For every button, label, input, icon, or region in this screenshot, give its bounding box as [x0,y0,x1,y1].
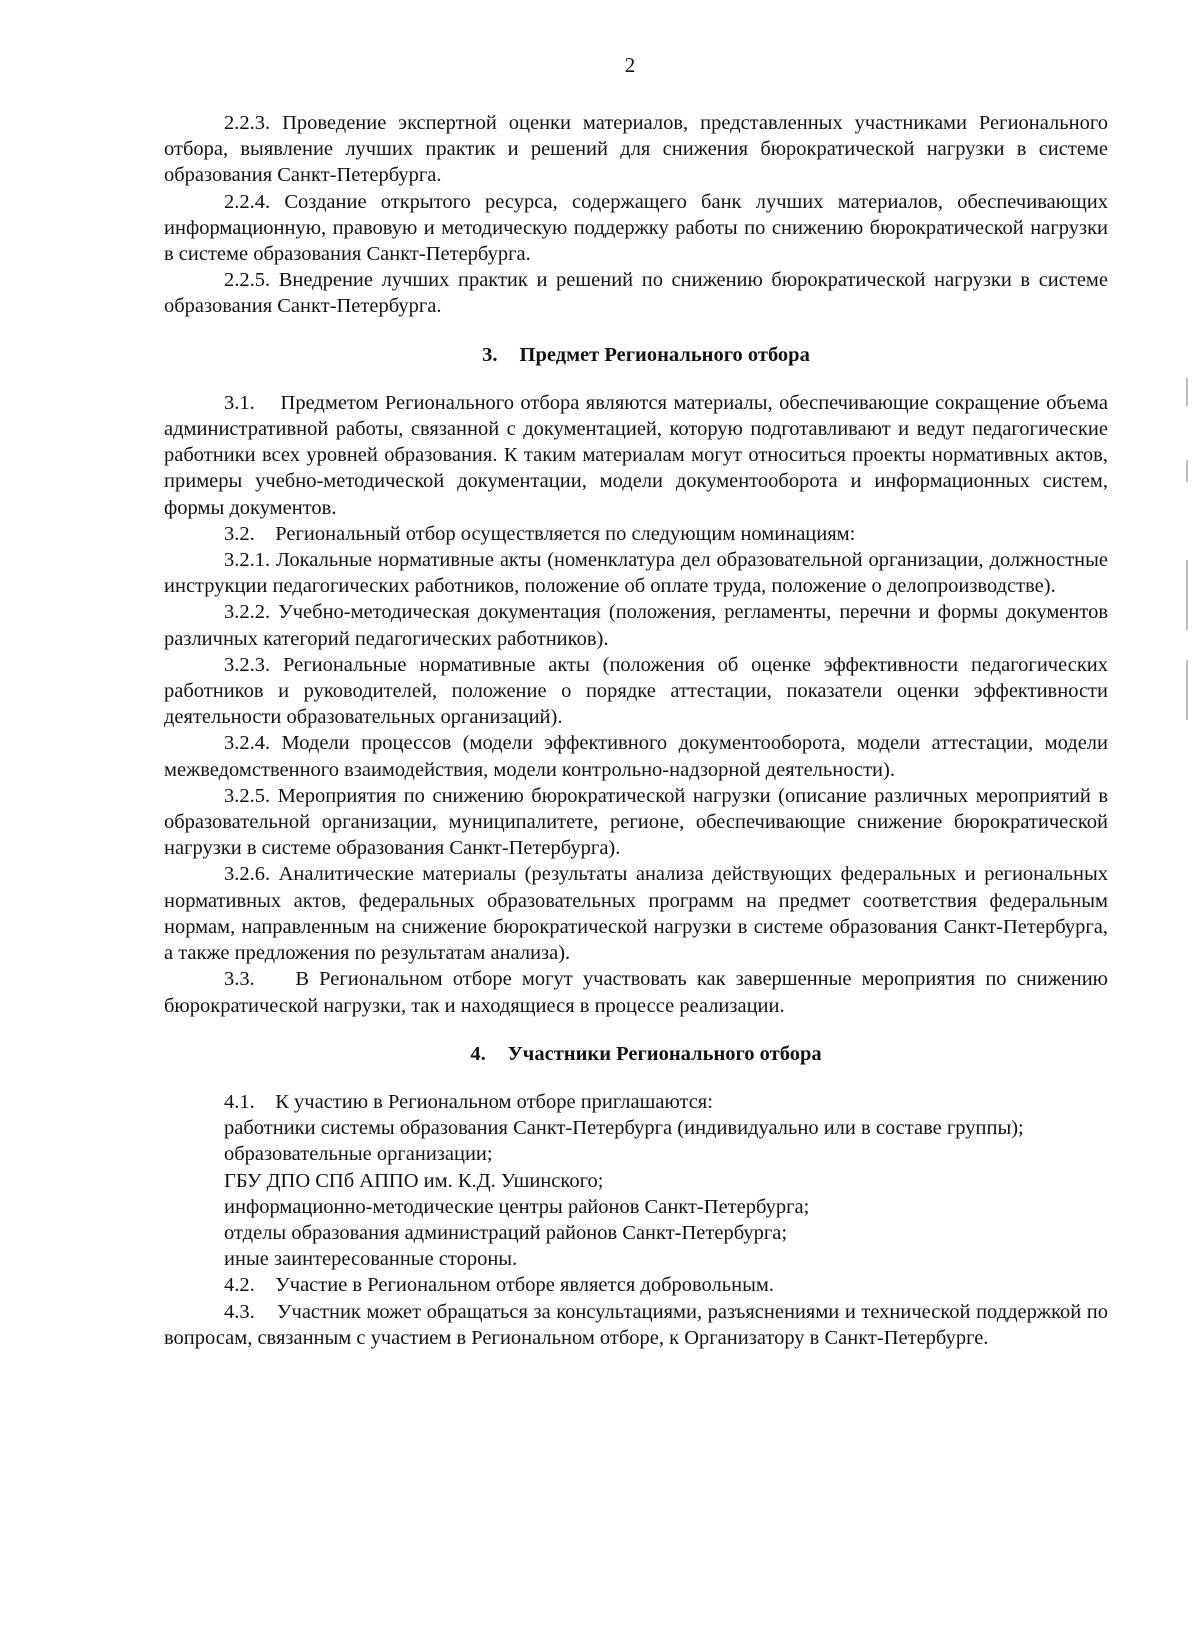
participant-item: отделы образования администраций районов Санкт-Петербурга; [224,1221,788,1244]
paragraph-3-3: 3.3. В Региональном отборе могут участвовать как завершенные мероприятия по снижению бюрократической нагрузки, так и находящиеся в процессе реализации. [164,968,1114,1017]
document-body [164,110,1114,1351]
paragraph-4-2: 4.2. Участие в Региональном отборе является добровольным. [224,1274,774,1297]
paragraph-4-1: 4.1. К участию в Региональном отборе приглашаются: [224,1090,713,1113]
scan-artifact [1186,560,1188,630]
section-4-number: 4. [470,1042,486,1065]
paragraph-3-2-1: 3.2.1. Локальные нормативные акты (номенклатура дел образовательной организации, должностные инструкции педагогических работников, положение об оплате труда, положение о делопроизводстве). [164,549,1108,598]
section-4-title: Участники Регионального отбора [507,1042,822,1065]
scan-artifact [1186,660,1188,720]
paragraph-3-1: 3.1. Предметом Регионального отбора являются материалы, обеспечивающие сокращение объема административной работы, связанной с документацией, которую подготавливают и ведут педагогические работники всех уровней образования. К таким материалам могут относиться проекты нормативных актов, примеры учебно-методической документации, модели документооборота и информационных систем, формы документов. [164,391,1114,519]
participant-item: ГБУ ДПО СПб АППО им. К.Д. Ушинского; [224,1169,604,1192]
paragraph-4-3: 4.3. Участник может обращаться за консультациями, разъяснениями и технической поддержкой по вопросам, связанным с участием в Региональном отборе, к Организатору в Санкт-Петербурге. [164,1300,1114,1349]
paragraph-3-2: 3.2. Региональный отбор осуществляется по следующим номинациям: [224,522,856,545]
participant-item: образовательные организации; [224,1143,493,1166]
scan-artifact [1186,378,1188,406]
paragraph-3-2-5: 3.2.5. Мероприятия по снижению бюрократической нагрузки (описание различных мероприятий в образовательной организации, муниципалитете, регионе, обеспечивающие снижение бюрократической нагрузки в системе образования Санкт-Петербурга). [164,784,1108,860]
section-4-heading [164,1041,1108,1067]
scan-artifact [1186,460,1188,482]
page-number: 2 [624,53,636,77]
paragraph-3-2-6: 3.2.6. Аналитические материалы (результаты анализа действующих федеральных и региональных нормативных актов, федеральных образовательных программ на предмет соответствия федеральным нормам, направленным на снижение бюрократической нагрузки в системе образования Санкт-Петербурга, а также предложения по результатам анализа). [164,863,1108,965]
participant-item: работники системы образования Санкт-Петербурга (индивидуально или в составе группы); [224,1117,1024,1140]
section-3-title: Предмет Регионального отбора [519,343,810,366]
participant-item: информационно-методические центры районов Санкт-Петербурга; [224,1195,810,1218]
paragraph-2-2-5: 2.2.5. Внедрение лучших практик и решений по снижению бюрократической нагрузки в системе образования Санкт-Петербурга. [164,269,1108,318]
section-3-number: 3. [482,343,498,366]
section-3-heading [164,342,1108,368]
paragraph-2-2-3: 2.2.3. Проведение экспертной оценки материалов, представленных участниками Регионального отбора, выявление лучших практик и решений для снижения бюрократической нагрузки в системе образования Санкт-Петербурга. [164,112,1108,187]
participant-item: иные заинтересованные стороны. [224,1248,518,1271]
paragraph-2-2-4: 2.2.4. Создание открытого ресурса, содержащего банк лучших материалов, обеспечивающих информационную, правовую и методическую поддержку работы по снижению бюрократической нагрузки в системе образования Санкт-Петербурга. [164,190,1108,266]
paragraph-3-2-2: 3.2.2. Учебно-методическая документация (положения, регламенты, перечни и формы документов различных категорий педагогических работников). [164,601,1108,650]
paragraph-3-2-3: 3.2.3. Региональные нормативные акты (положения об оценке эффективности педагогических работников и руководителей, положение о порядке аттестации, показатели оценки эффективности деятельности образовательных организаций). [164,653,1108,729]
paragraph-3-2-4: 3.2.4. Модели процессов (модели эффективного документооборота, модели аттестации, модели межведомственного взаимодействия, модели контрольно-надзорной деятельности). [164,732,1108,781]
